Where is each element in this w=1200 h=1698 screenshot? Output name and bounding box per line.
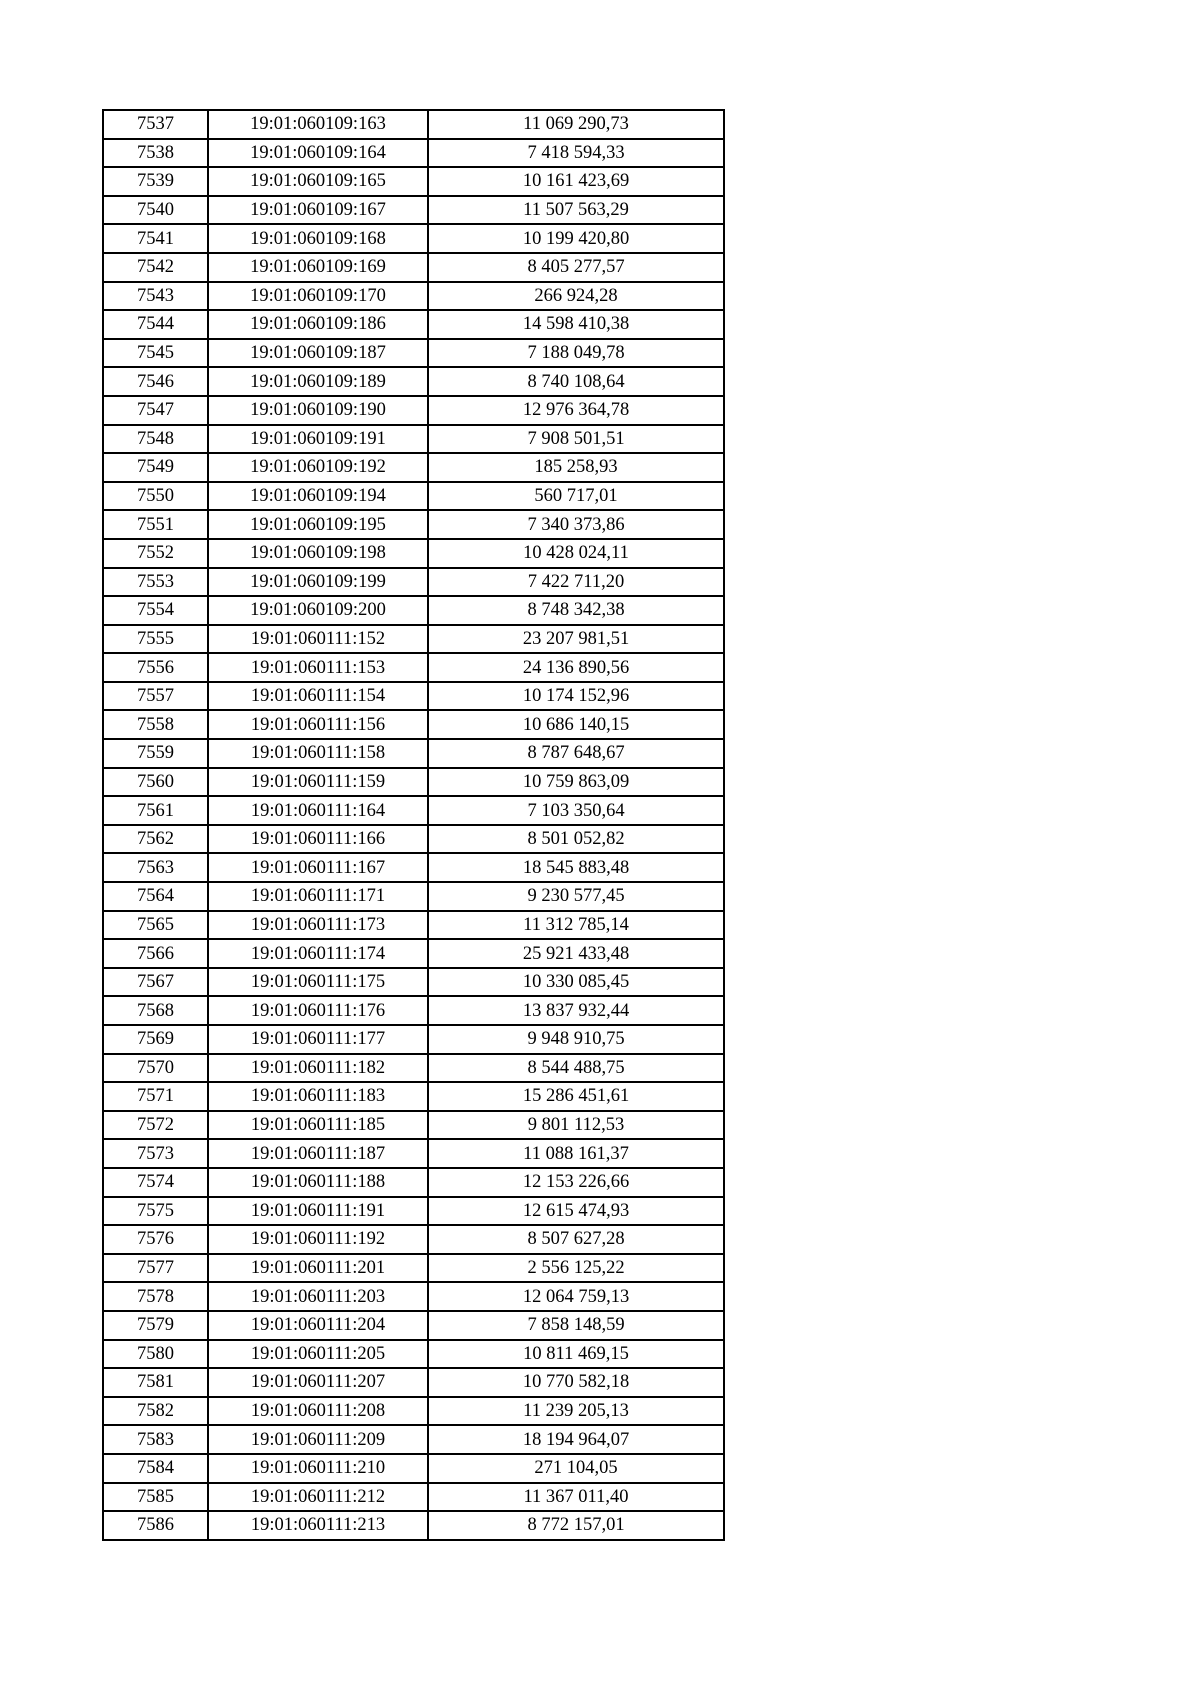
table-row bbox=[103, 1168, 724, 1197]
row-number-cell: 7562 bbox=[103, 825, 208, 854]
cadastral-value-cell: 7 418 594,33 bbox=[428, 139, 724, 168]
row-number-cell: 7551 bbox=[103, 510, 208, 539]
cadastral-number-cell: 19:01:060111:164 bbox=[208, 796, 428, 825]
table-row bbox=[103, 825, 724, 854]
cadastral-value-cell: 8 507 627,28 bbox=[428, 1225, 724, 1254]
row-number-cell: 7569 bbox=[103, 1025, 208, 1054]
cadastral-value-cell: 11 069 290,73 bbox=[428, 110, 724, 139]
cadastral-value-cell: 7 908 501,51 bbox=[428, 425, 724, 454]
cadastral-number-cell: 19:01:060111:158 bbox=[208, 739, 428, 768]
table-row bbox=[103, 1397, 724, 1426]
row-number-cell: 7573 bbox=[103, 1139, 208, 1168]
cadastral-value-cell: 10 174 152,96 bbox=[428, 682, 724, 711]
row-number-cell: 7540 bbox=[103, 196, 208, 225]
cadastral-number-cell: 19:01:060111:183 bbox=[208, 1082, 428, 1111]
cadastral-value-cell: 8 787 648,67 bbox=[428, 739, 724, 768]
table-row bbox=[103, 110, 724, 139]
cadastral-value-cell: 12 976 364,78 bbox=[428, 396, 724, 425]
row-number-cell: 7542 bbox=[103, 253, 208, 282]
cadastral-value-cell: 7 422 711,20 bbox=[428, 568, 724, 597]
cadastral-number-cell: 19:01:060109:186 bbox=[208, 310, 428, 339]
cadastral-value-cell: 7 103 350,64 bbox=[428, 796, 724, 825]
cadastral-value-cell: 8 501 052,82 bbox=[428, 825, 724, 854]
row-number-cell: 7568 bbox=[103, 996, 208, 1025]
row-number-cell: 7584 bbox=[103, 1454, 208, 1483]
cadastral-value-cell: 10 330 085,45 bbox=[428, 968, 724, 997]
row-number-cell: 7546 bbox=[103, 367, 208, 396]
table-row bbox=[103, 196, 724, 225]
cadastral-value-cell: 13 837 932,44 bbox=[428, 996, 724, 1025]
cadastral-number-cell: 19:01:060109:190 bbox=[208, 396, 428, 425]
cadastral-value-cell: 25 921 433,48 bbox=[428, 939, 724, 968]
cadastral-value-cell: 12 615 474,93 bbox=[428, 1197, 724, 1226]
table-body bbox=[103, 110, 724, 1540]
row-number-cell: 7554 bbox=[103, 596, 208, 625]
row-number-cell: 7563 bbox=[103, 853, 208, 882]
row-number-cell: 7576 bbox=[103, 1225, 208, 1254]
row-number-cell: 7577 bbox=[103, 1254, 208, 1283]
table-row bbox=[103, 796, 724, 825]
row-number-cell: 7537 bbox=[103, 110, 208, 139]
table-row bbox=[103, 1254, 724, 1283]
cadastral-number-cell: 19:01:060111:185 bbox=[208, 1111, 428, 1140]
cadastral-number-cell: 19:01:060111:201 bbox=[208, 1254, 428, 1283]
cadastral-number-cell: 19:01:060109:170 bbox=[208, 282, 428, 311]
table-row bbox=[103, 339, 724, 368]
table-row bbox=[103, 682, 724, 711]
cadastral-number-cell: 19:01:060111:208 bbox=[208, 1397, 428, 1426]
table-row bbox=[103, 1340, 724, 1369]
table-row bbox=[103, 453, 724, 482]
table-row bbox=[103, 224, 724, 253]
cadastral-value-cell: 185 258,93 bbox=[428, 453, 724, 482]
table-row bbox=[103, 139, 724, 168]
cadastral-value-cell: 10 811 469,15 bbox=[428, 1340, 724, 1369]
table-row bbox=[103, 739, 724, 768]
cadastral-value-cell: 2 556 125,22 bbox=[428, 1254, 724, 1283]
table-row bbox=[103, 568, 724, 597]
table-row bbox=[103, 1454, 724, 1483]
row-number-cell: 7575 bbox=[103, 1197, 208, 1226]
table-row bbox=[103, 425, 724, 454]
table-row bbox=[103, 1311, 724, 1340]
row-number-cell: 7543 bbox=[103, 282, 208, 311]
table-row bbox=[103, 911, 724, 940]
cadastral-number-cell: 19:01:060111:192 bbox=[208, 1225, 428, 1254]
cadastral-number-cell: 19:01:060109:194 bbox=[208, 482, 428, 511]
table-row bbox=[103, 1225, 724, 1254]
table-row bbox=[103, 1111, 724, 1140]
row-number-cell: 7545 bbox=[103, 339, 208, 368]
table-row bbox=[103, 710, 724, 739]
cadastral-value-table bbox=[102, 109, 725, 1541]
cadastral-value-cell: 11 367 011,40 bbox=[428, 1483, 724, 1512]
row-number-cell: 7544 bbox=[103, 310, 208, 339]
cadastral-value-cell: 9 801 112,53 bbox=[428, 1111, 724, 1140]
cadastral-value-cell: 12 153 226,66 bbox=[428, 1168, 724, 1197]
table-row bbox=[103, 1511, 724, 1540]
cadastral-value-cell: 266 924,28 bbox=[428, 282, 724, 311]
row-number-cell: 7579 bbox=[103, 1311, 208, 1340]
row-number-cell: 7574 bbox=[103, 1168, 208, 1197]
cadastral-number-cell: 19:01:060111:182 bbox=[208, 1054, 428, 1083]
table-row bbox=[103, 596, 724, 625]
cadastral-number-cell: 19:01:060109:165 bbox=[208, 167, 428, 196]
cadastral-number-cell: 19:01:060111:188 bbox=[208, 1168, 428, 1197]
cadastral-number-cell: 19:01:060111:153 bbox=[208, 653, 428, 682]
row-number-cell: 7547 bbox=[103, 396, 208, 425]
table-row bbox=[103, 1483, 724, 1512]
table-row bbox=[103, 167, 724, 196]
row-number-cell: 7586 bbox=[103, 1511, 208, 1540]
table-row bbox=[103, 1368, 724, 1397]
table-row bbox=[103, 367, 724, 396]
table-row bbox=[103, 482, 724, 511]
cadastral-value-cell: 11 088 161,37 bbox=[428, 1139, 724, 1168]
cadastral-value-cell: 14 598 410,38 bbox=[428, 310, 724, 339]
cadastral-value-cell: 271 104,05 bbox=[428, 1454, 724, 1483]
cadastral-number-cell: 19:01:060109:189 bbox=[208, 367, 428, 396]
row-number-cell: 7538 bbox=[103, 139, 208, 168]
row-number-cell: 7571 bbox=[103, 1082, 208, 1111]
row-number-cell: 7561 bbox=[103, 796, 208, 825]
cadastral-value-cell: 15 286 451,61 bbox=[428, 1082, 724, 1111]
row-number-cell: 7580 bbox=[103, 1340, 208, 1369]
row-number-cell: 7556 bbox=[103, 653, 208, 682]
cadastral-number-cell: 19:01:060111:187 bbox=[208, 1139, 428, 1168]
table-row bbox=[103, 1282, 724, 1311]
table-row bbox=[103, 1054, 724, 1083]
cadastral-number-cell: 19:01:060109:199 bbox=[208, 568, 428, 597]
cadastral-value-cell: 560 717,01 bbox=[428, 482, 724, 511]
row-number-cell: 7570 bbox=[103, 1054, 208, 1083]
cadastral-number-cell: 19:01:060111:173 bbox=[208, 911, 428, 940]
cadastral-value-cell: 10 199 420,80 bbox=[428, 224, 724, 253]
row-number-cell: 7541 bbox=[103, 224, 208, 253]
table-row bbox=[103, 625, 724, 654]
cadastral-number-cell: 19:01:060111:152 bbox=[208, 625, 428, 654]
row-number-cell: 7559 bbox=[103, 739, 208, 768]
cadastral-number-cell: 19:01:060109:164 bbox=[208, 139, 428, 168]
cadastral-value-cell: 8 748 342,38 bbox=[428, 596, 724, 625]
cadastral-value-cell: 18 545 883,48 bbox=[428, 853, 724, 882]
table-row bbox=[103, 253, 724, 282]
cadastral-value-cell: 11 312 785,14 bbox=[428, 911, 724, 940]
cadastral-number-cell: 19:01:060109:169 bbox=[208, 253, 428, 282]
table-row bbox=[103, 510, 724, 539]
table-row bbox=[103, 1139, 724, 1168]
cadastral-value-cell: 7 858 148,59 bbox=[428, 1311, 724, 1340]
cadastral-number-cell: 19:01:060111:176 bbox=[208, 996, 428, 1025]
row-number-cell: 7583 bbox=[103, 1425, 208, 1454]
table-row bbox=[103, 396, 724, 425]
cadastral-number-cell: 19:01:060111:156 bbox=[208, 710, 428, 739]
cadastral-number-cell: 19:01:060109:163 bbox=[208, 110, 428, 139]
cadastral-number-cell: 19:01:060111:166 bbox=[208, 825, 428, 854]
row-number-cell: 7582 bbox=[103, 1397, 208, 1426]
cadastral-number-cell: 19:01:060109:200 bbox=[208, 596, 428, 625]
cadastral-number-cell: 19:01:060111:204 bbox=[208, 1311, 428, 1340]
cadastral-number-cell: 19:01:060111:212 bbox=[208, 1483, 428, 1512]
table-row bbox=[103, 968, 724, 997]
table-row bbox=[103, 853, 724, 882]
table-row bbox=[103, 939, 724, 968]
cadastral-value-cell: 8 772 157,01 bbox=[428, 1511, 724, 1540]
cadastral-number-cell: 19:01:060111:207 bbox=[208, 1368, 428, 1397]
table-row bbox=[103, 310, 724, 339]
cadastral-value-cell: 8 405 277,57 bbox=[428, 253, 724, 282]
row-number-cell: 7567 bbox=[103, 968, 208, 997]
row-number-cell: 7552 bbox=[103, 539, 208, 568]
row-number-cell: 7564 bbox=[103, 882, 208, 911]
row-number-cell: 7560 bbox=[103, 768, 208, 797]
cadastral-value-cell: 11 507 563,29 bbox=[428, 196, 724, 225]
row-number-cell: 7581 bbox=[103, 1368, 208, 1397]
cadastral-value-cell: 23 207 981,51 bbox=[428, 625, 724, 654]
row-number-cell: 7578 bbox=[103, 1282, 208, 1311]
table-row bbox=[103, 653, 724, 682]
cadastral-value-cell: 12 064 759,13 bbox=[428, 1282, 724, 1311]
cadastral-number-cell: 19:01:060111:167 bbox=[208, 853, 428, 882]
cadastral-number-cell: 19:01:060111:175 bbox=[208, 968, 428, 997]
cadastral-number-cell: 19:01:060109:191 bbox=[208, 425, 428, 454]
cadastral-value-cell: 8 544 488,75 bbox=[428, 1054, 724, 1083]
cadastral-number-cell: 19:01:060111:213 bbox=[208, 1511, 428, 1540]
table-row bbox=[103, 996, 724, 1025]
cadastral-number-cell: 19:01:060109:167 bbox=[208, 196, 428, 225]
cadastral-number-cell: 19:01:060111:159 bbox=[208, 768, 428, 797]
cadastral-number-cell: 19:01:060111:191 bbox=[208, 1197, 428, 1226]
cadastral-number-cell: 19:01:060111:154 bbox=[208, 682, 428, 711]
row-number-cell: 7555 bbox=[103, 625, 208, 654]
cadastral-value-cell: 10 686 140,15 bbox=[428, 710, 724, 739]
table-row bbox=[103, 1025, 724, 1054]
cadastral-number-cell: 19:01:060111:210 bbox=[208, 1454, 428, 1483]
cadastral-value-cell: 9 948 910,75 bbox=[428, 1025, 724, 1054]
table-row bbox=[103, 768, 724, 797]
cadastral-number-cell: 19:01:060111:171 bbox=[208, 882, 428, 911]
row-number-cell: 7566 bbox=[103, 939, 208, 968]
cadastral-value-cell: 24 136 890,56 bbox=[428, 653, 724, 682]
table-row bbox=[103, 882, 724, 911]
cadastral-number-cell: 19:01:060111:174 bbox=[208, 939, 428, 968]
table-row bbox=[103, 1197, 724, 1226]
cadastral-value-cell: 7 188 049,78 bbox=[428, 339, 724, 368]
row-number-cell: 7585 bbox=[103, 1483, 208, 1512]
cadastral-number-cell: 19:01:060111:205 bbox=[208, 1340, 428, 1369]
cadastral-value-cell: 9 230 577,45 bbox=[428, 882, 724, 911]
cadastral-number-cell: 19:01:060109:195 bbox=[208, 510, 428, 539]
cadastral-value-cell: 18 194 964,07 bbox=[428, 1425, 724, 1454]
cadastral-number-cell: 19:01:060109:168 bbox=[208, 224, 428, 253]
cadastral-value-cell: 8 740 108,64 bbox=[428, 367, 724, 396]
cadastral-value-cell: 10 759 863,09 bbox=[428, 768, 724, 797]
cadastral-number-cell: 19:01:060109:198 bbox=[208, 539, 428, 568]
table-row bbox=[103, 1082, 724, 1111]
cadastral-value-cell: 10 161 423,69 bbox=[428, 167, 724, 196]
table-row bbox=[103, 282, 724, 311]
cadastral-number-cell: 19:01:060111:209 bbox=[208, 1425, 428, 1454]
cadastral-value-cell: 11 239 205,13 bbox=[428, 1397, 724, 1426]
row-number-cell: 7539 bbox=[103, 167, 208, 196]
cadastral-value-cell: 10 428 024,11 bbox=[428, 539, 724, 568]
cadastral-value-cell: 10 770 582,18 bbox=[428, 1368, 724, 1397]
cadastral-value-cell: 7 340 373,86 bbox=[428, 510, 724, 539]
row-number-cell: 7572 bbox=[103, 1111, 208, 1140]
table-row bbox=[103, 539, 724, 568]
row-number-cell: 7557 bbox=[103, 682, 208, 711]
row-number-cell: 7548 bbox=[103, 425, 208, 454]
cadastral-number-cell: 19:01:060111:203 bbox=[208, 1282, 428, 1311]
row-number-cell: 7558 bbox=[103, 710, 208, 739]
table-row bbox=[103, 1425, 724, 1454]
cadastral-number-cell: 19:01:060109:187 bbox=[208, 339, 428, 368]
cadastral-number-cell: 19:01:060111:177 bbox=[208, 1025, 428, 1054]
row-number-cell: 7550 bbox=[103, 482, 208, 511]
row-number-cell: 7553 bbox=[103, 568, 208, 597]
row-number-cell: 7565 bbox=[103, 911, 208, 940]
row-number-cell: 7549 bbox=[103, 453, 208, 482]
cadastral-number-cell: 19:01:060109:192 bbox=[208, 453, 428, 482]
